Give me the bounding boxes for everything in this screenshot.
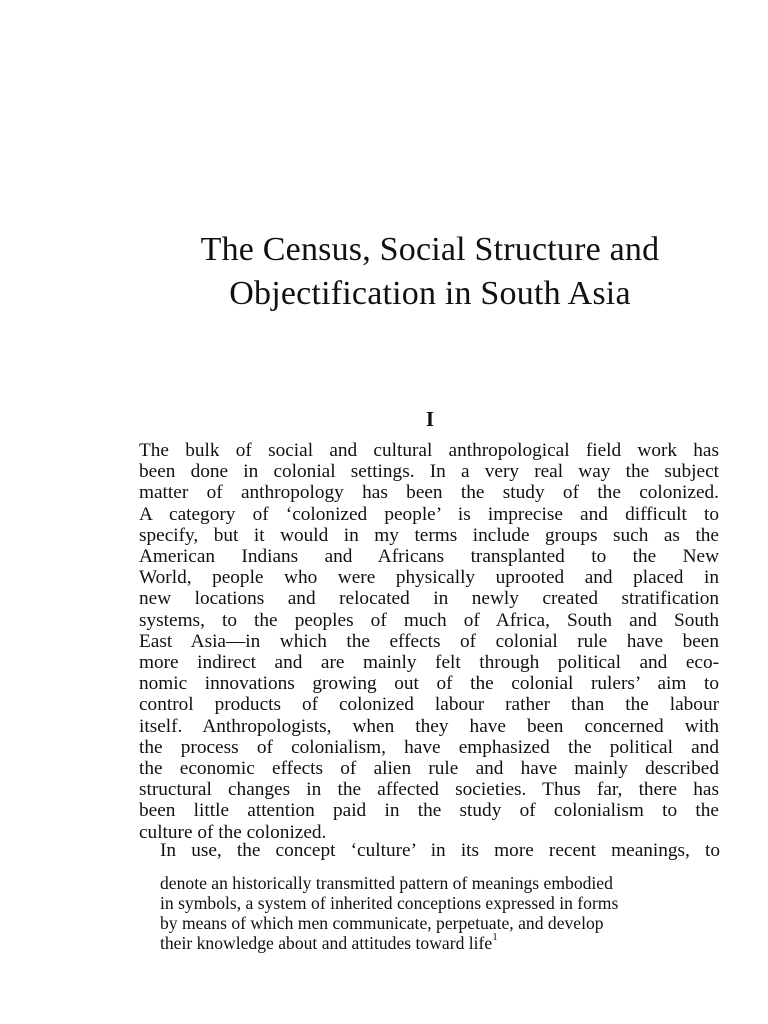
text-line: itself. Anthropologists, when they have been concerned with <box>139 715 719 737</box>
text-line: matter of anthropology has been the study of the colonized. <box>139 482 719 504</box>
quote-line: denote an historically transmitted pattern of meanings embodied <box>160 873 613 893</box>
text-line: specify, but it would in my terms include groups such as the <box>139 524 719 546</box>
footnote-marker[interactable]: 1 <box>492 931 498 944</box>
text-line: World, people who were physically uprooted and placed in <box>139 567 719 589</box>
text-line: American Indians and Africans transplanted to the New <box>139 546 719 568</box>
chapter-title-line-2: Objectification in South Asia <box>229 275 631 312</box>
body-paragraph-2 <box>160 840 720 861</box>
text-line: more indirect and are mainly felt through political and eco- <box>139 652 719 674</box>
text-line: In use, the concept ‘culture’ in its more recent meanings, to <box>160 840 720 861</box>
text-line: been little attention paid in the study of colonialism to the <box>139 800 719 822</box>
chapter-title <box>110 228 750 316</box>
chapter-title-line-1: The Census, Social Structure and <box>200 231 660 268</box>
body-paragraph-1 <box>139 440 719 843</box>
block-quote <box>160 873 720 953</box>
quote-line: in symbols, a system of inherited conceptions expressed in forms <box>160 893 619 913</box>
text-line: the process of colonialism, have emphasized the political and <box>139 736 719 758</box>
text-line: The bulk of social and cultural anthropological field work has <box>139 440 719 461</box>
text-line: the economic effects of alien rule and have mainly described <box>139 758 719 780</box>
quote-line-text: their knowledge about and attitudes toward life <box>160 933 493 953</box>
text-line: systems, to the peoples of much of Africa, South and South <box>139 609 719 631</box>
quote-line-last <box>160 933 720 953</box>
text-line: nomic innovations growing out of the colonial rulers’ aim to <box>139 673 719 695</box>
text-line: structural changes in the affected societies. Thus far, there has <box>139 779 719 801</box>
quote-line: by means of which men communicate, perpetuate, and develop <box>160 913 604 933</box>
text-line: control products of colonized labour rather than the labour <box>139 694 719 716</box>
text-line: new locations and relocated in newly created stratification <box>139 588 719 610</box>
text-line: A category of ‘colonized people’ is imprecise and difficult to <box>139 503 719 525</box>
section-number: I <box>425 407 435 431</box>
text-line: East Asia—in which the effects of colonial rule have been <box>139 630 719 652</box>
text-line: been done in colonial settings. In a very real way the subject <box>139 461 719 483</box>
text-line: culture of the colonized. <box>139 821 327 843</box>
